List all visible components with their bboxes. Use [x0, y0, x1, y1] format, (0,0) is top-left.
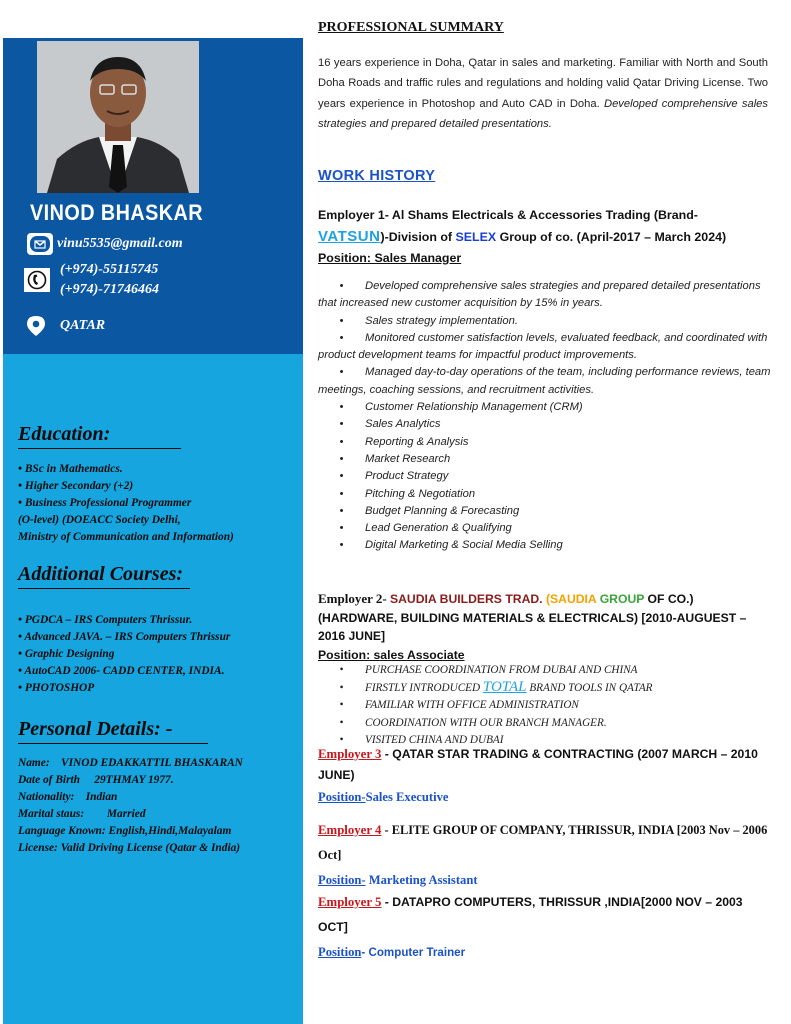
bullet-text: Pitching & Negotiation: [365, 487, 476, 500]
bullet-text: COORDINATION WITH OUR BRANCH MANAGER.: [365, 716, 607, 729]
bullet-text: Sales strategy implementation.: [365, 314, 518, 327]
work-history-heading: WORK HISTORY: [318, 168, 436, 184]
summary-italic: Developed comprehensive sales strategies and prepared detailed presentations.: [318, 97, 768, 130]
selex-brand: SELEX: [455, 230, 497, 244]
list-item: • Higher Secondary (+2): [18, 480, 134, 492]
employer-2-company: SAUDIA BUILDERS TRAD.: [389, 592, 543, 606]
summary-body: 16 years experience in Doha, Qatar in sales and marketing. Familiar with North and South Doha Roads and traffic rules and regulations and holding valid Qatar Driving License. Two years experience in Photoshop and Auto CAD in Doha.: [318, 57, 768, 110]
list-item: • Lead Generation & Qualifying: [339, 522, 512, 535]
employer-5-text: - DATAPRO COMPUTERS, THRISSUR ,INDIA[2000 NOV – 2003 OCT]: [318, 895, 743, 934]
bullet-text: Product Strategy: [365, 470, 449, 483]
location-pin-icon: [27, 316, 45, 336]
list-item: • Customer Relationship Management (CRM): [339, 401, 583, 414]
employer-1-duties: [318, 278, 773, 555]
list-item: License: Valid Driving License (Qatar & India): [18, 842, 241, 854]
employer-2-position: Position: sales Associate: [318, 647, 465, 662]
list-item: Name: VINOD EDAKKATTIL BHASKARAN: [18, 757, 243, 769]
list-item: • FIRSTLY INTRODUCED TOTAL BRAND TOOLS IN QATAR: [339, 679, 653, 696]
list-item: Language Known: English,Hindi,Malayalam: [18, 825, 232, 837]
employer-3-position: [318, 787, 768, 808]
list-item: • Budget Planning & Forecasting: [339, 504, 520, 517]
list-item: • Reporting & Analysis: [339, 435, 469, 448]
phone-primary[interactable]: (+974)-55115745: [60, 262, 159, 277]
education-heading: Education:: [18, 423, 181, 449]
list-item: • BSc in Mathematics.: [18, 463, 123, 475]
employer-2-details: (HARDWARE, BUILDING MATERIALS & ELECTRICALS) [2010-AUGUEST – 2016 JUNE]: [318, 610, 747, 644]
employer-2-open: (: [542, 592, 551, 606]
list-item: Marital staus: Married: [18, 808, 146, 820]
list-item: • Monitored customer satisfaction levels, evaluated feedback, and coordinated with product development teams for impactful product improvements.: [318, 331, 768, 362]
list-item: Ministry of Communication and Information): [18, 531, 234, 543]
list-item: Date of Birth 29THMAY 1977.: [18, 774, 174, 786]
summary-text: [318, 53, 768, 134]
position-value: Marketing Assistant: [365, 873, 478, 887]
list-item: • Sales strategy implementation.: [339, 314, 518, 327]
courses-heading: Additional Courses:: [18, 563, 190, 589]
list-item: • VISITED CHINA AND DUBAI: [339, 733, 504, 746]
list-item: • Advanced JAVA. – IRS Computers Thrissur: [18, 631, 231, 643]
list-item: • FAMILIAR WITH OFFICE ADMINISTRATION: [339, 699, 579, 712]
bullet-text: Customer Relationship Management (CRM): [365, 401, 583, 414]
email-text[interactable]: vinu5535@gmail.com: [57, 236, 183, 251]
list-item: • Managed day-to-day operations of the team, including performance reviews, team meetings, coaching sessions, and recruitment activities.: [318, 366, 771, 396]
employer-4-text: - ELITE GROUP OF COMPANY, THRISSUR, INDIA [2003 Nov – 2006 Oct]: [318, 823, 768, 862]
profile-photo: [37, 41, 199, 193]
list-item: • Product Strategy: [339, 470, 449, 483]
list-item: Nationality: Indian: [18, 791, 118, 803]
employer-3-text: - QATAR STAR TRADING & CONTRACTING (2007 MARCH – 2010 JUNE): [318, 747, 758, 782]
education-list: [18, 461, 234, 546]
bullet-text: Budget Planning & Forecasting: [365, 504, 520, 517]
employer-2-close: OF CO.): [644, 592, 694, 606]
employer-4: [318, 818, 768, 893]
total-brand: TOTAL: [482, 679, 527, 696]
bullet-text: FIRSTLY INTRODUCED: [365, 682, 481, 695]
phone-secondary[interactable]: (+974)-71746464: [60, 282, 159, 297]
employer-5: [318, 890, 768, 965]
employer-3-label: Employer 3: [318, 747, 382, 761]
position-label: Position-: [318, 790, 366, 804]
bullet-text: PURCHASE COORDINATION FROM DUBAI AND CHINA: [365, 664, 638, 676]
employer-5-position: [318, 940, 768, 965]
position-value: - Computer Trainer: [361, 946, 466, 959]
position-label: Position-: [318, 873, 366, 887]
employer-2: [318, 590, 768, 664]
bullet-text: Digital Marketing & Social Media Selling: [365, 539, 563, 552]
list-item: • Digital Marketing & Social Media Selling: [339, 539, 563, 552]
position-label: Position: [318, 945, 362, 959]
employer-1-prefix: Employer 1- Al Shams Electricals & Accessories Trading (Brand-: [318, 208, 698, 222]
list-item: • COORDINATION WITH OUR BRANCH MANAGER.: [339, 716, 607, 729]
list-item: • Business Professional Programmer: [18, 497, 192, 509]
list-item: • PHOTOSHOP: [18, 682, 95, 694]
summary-heading: PROFESSIONAL SUMMARY: [318, 20, 504, 35]
phone-icon: [22, 266, 52, 294]
bullet-text: BRAND TOOLS IN QATAR: [529, 682, 653, 695]
bullet-text: Managed day-to-day operations of the team, including performance reviews, team meetings, coaching sessions, and recruitment activities.: [318, 366, 771, 396]
email-icon: [27, 233, 53, 255]
employer-2-duties: [318, 662, 773, 749]
list-item: (O-level) (DOEACC Society Delhi,: [18, 514, 181, 526]
employer-2-prefix: Employer 2-: [318, 591, 390, 606]
bullet-text: Market Research: [365, 452, 451, 465]
list-item: • Developed comprehensive sales strategies and prepared detailed presentations that increased new customer acquisition by 15% in years.: [318, 280, 761, 310]
list-item: • AutoCAD 2006- CADD CENTER, INDIA.: [18, 665, 225, 677]
employer-1: [318, 205, 768, 269]
employer-2-word-group: GROUP: [599, 592, 645, 606]
personal-heading: Personal Details: -: [18, 718, 208, 744]
employer-3: [318, 744, 768, 808]
courses-list: [18, 612, 230, 697]
bullet-text: Reporting & Analysis: [365, 435, 469, 448]
position-value: Sales Executive: [365, 790, 449, 804]
list-item: • PURCHASE COORDINATION FROM DUBAI AND CHINA: [339, 664, 638, 676]
bullet-text: Sales Analytics: [365, 418, 441, 431]
list-item: • Sales Analytics: [339, 418, 441, 431]
employer-4-label: Employer 4: [318, 823, 382, 837]
location-text: QATAR: [60, 318, 106, 333]
bullet-text: Monitored customer satisfaction levels, evaluated feedback, and coordinated with product development teams for impactful product improvements.: [318, 331, 768, 362]
bullet-text: Developed comprehensive sales strategies and prepared detailed presentations that increased new customer acquisition by 15% in years.: [318, 280, 761, 310]
vatsun-brand: VATSUN: [318, 228, 381, 245]
list-item: • Pitching & Negotiation: [339, 487, 476, 500]
employer-5-label: Employer 5: [318, 895, 382, 909]
profile-name: VINOD BHASKAR: [30, 200, 204, 225]
bullet-text: FAMILIAR WITH OFFICE ADMINISTRATION: [365, 699, 579, 712]
employer-1-position: Position: Sales Manager: [318, 251, 462, 265]
bullet-text: Lead Generation & Qualifying: [365, 522, 512, 535]
employer-1-suffix: Group of co. (April-2017 – March 2024): [496, 230, 727, 244]
list-item: • PGDCA – IRS Computers Thrissur.: [18, 614, 193, 626]
bullet-text: VISITED CHINA AND DUBAI: [365, 733, 504, 746]
list-item: • Market Research: [339, 452, 451, 465]
employer-1-mid: )-Division of: [380, 230, 456, 244]
list-item: • Graphic Designing: [18, 648, 115, 660]
employer-2-word-saudia: SAUDIA: [550, 592, 597, 606]
personal-list: [18, 755, 243, 857]
